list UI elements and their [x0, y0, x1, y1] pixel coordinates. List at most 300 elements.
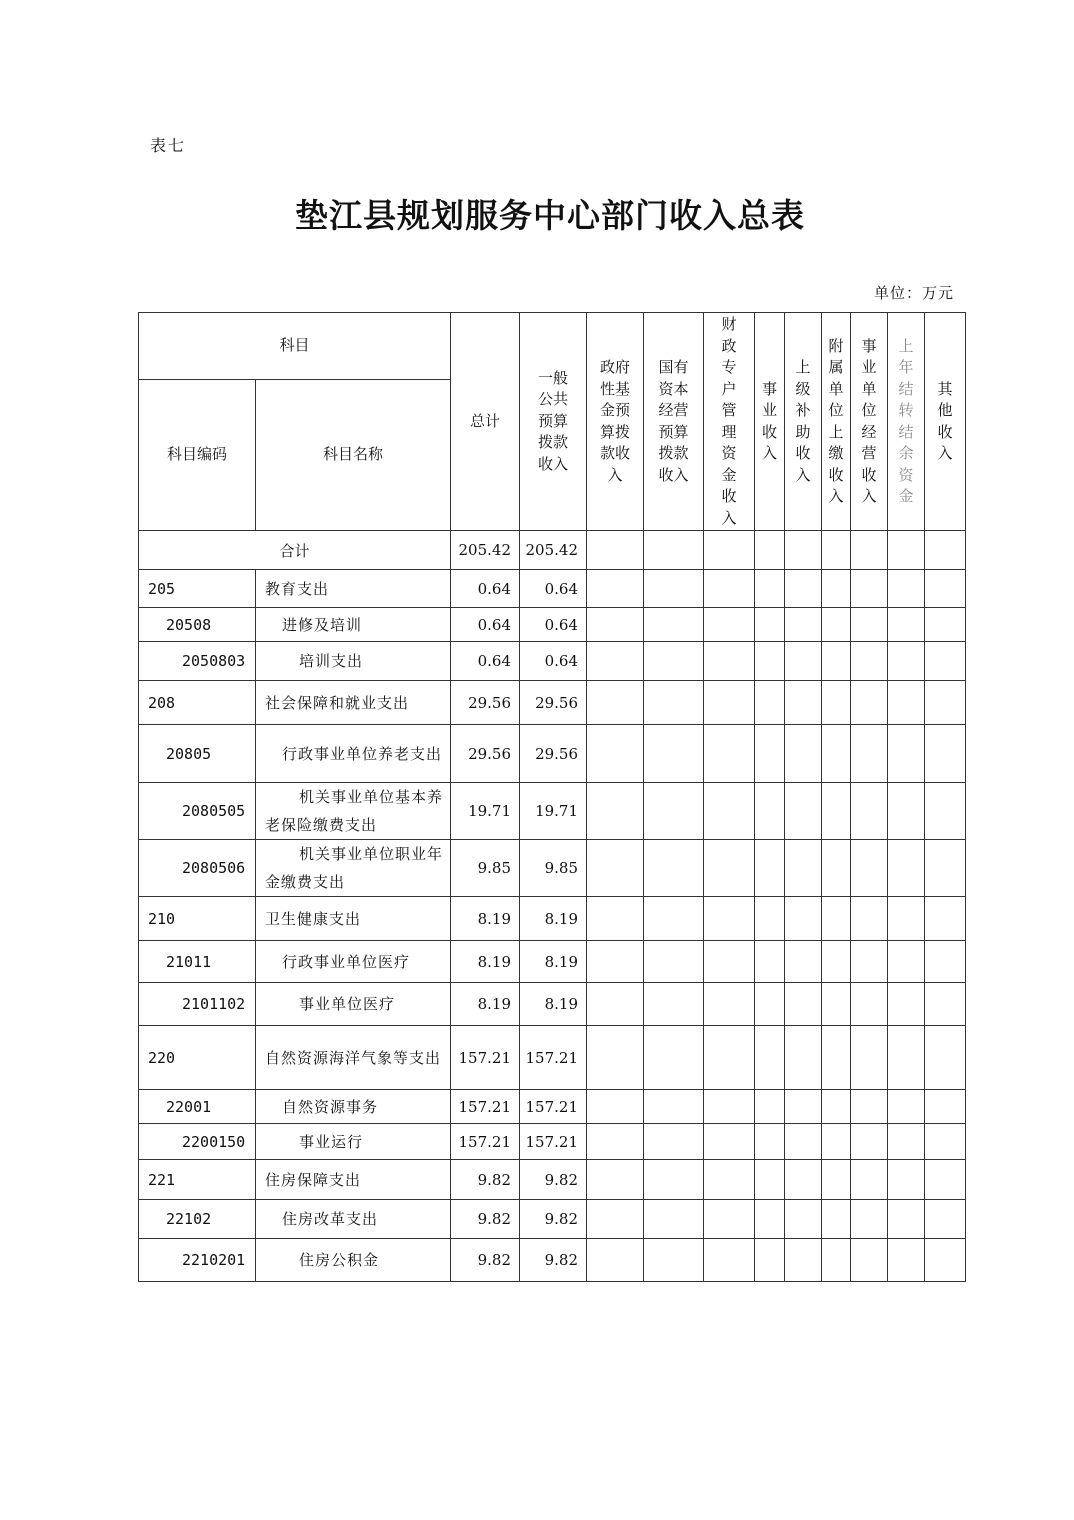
empty-cell — [755, 1026, 785, 1090]
header-line: 经营 — [658, 401, 689, 419]
header-business-income — [755, 313, 785, 531]
empty-cell — [644, 840, 704, 897]
row-general: 9.85 — [520, 840, 587, 897]
empty-cell — [851, 1160, 888, 1200]
header-line: 算拨 — [600, 422, 631, 441]
header-line: 入 — [861, 487, 877, 505]
empty-cell — [785, 725, 822, 783]
header-line: 款收 — [600, 444, 631, 462]
header-name: 科目名称 — [256, 380, 451, 531]
header-line: 入 — [795, 465, 811, 484]
subject-name: 行政事业单位养老支出 — [256, 725, 451, 783]
header-line: 其 — [937, 379, 953, 398]
row-total: 9.82 — [451, 1200, 520, 1239]
row-general: 0.64 — [520, 608, 587, 642]
header-line: 管 — [721, 401, 737, 419]
subject-code: 22001 — [139, 1090, 256, 1124]
empty-cell — [785, 681, 822, 725]
header-line: 入 — [607, 465, 623, 484]
header-line: 上 — [828, 422, 844, 441]
table-row — [139, 1090, 966, 1124]
empty-cell — [587, 725, 644, 783]
header-line: 入 — [762, 444, 778, 462]
empty-cell — [644, 725, 704, 783]
header-other-income — [925, 313, 966, 531]
table-row — [139, 608, 966, 642]
header-line: 收入 — [658, 465, 689, 484]
subject-code: 221 — [139, 1160, 256, 1200]
empty-cell — [587, 608, 644, 642]
empty-cell — [704, 570, 755, 608]
empty-cell — [925, 941, 966, 983]
empty-cell — [822, 1090, 851, 1124]
empty-cell — [822, 1026, 851, 1090]
empty-cell — [888, 1200, 925, 1239]
row-general: 157.21 — [520, 1026, 587, 1090]
header-line: 上 — [795, 358, 811, 376]
subject-code: 210 — [139, 897, 256, 941]
total-label: 合计 — [139, 531, 451, 570]
empty-cell — [785, 642, 822, 681]
table-row — [139, 1124, 966, 1160]
empty-cell — [888, 725, 925, 783]
row-total: 29.56 — [451, 725, 520, 783]
row-total: 8.19 — [451, 897, 520, 941]
header-gov-fund — [587, 313, 644, 531]
empty-cell — [851, 840, 888, 897]
empty-cell — [587, 1124, 644, 1160]
total-amount: 205.42 — [451, 531, 520, 570]
subject-name: 自然资源海洋气象等支出 — [256, 1026, 451, 1090]
empty-cell — [587, 840, 644, 897]
empty-cell — [851, 897, 888, 941]
header-line: 金预 — [600, 401, 631, 419]
subject-name: 培训支出 — [256, 642, 451, 681]
empty-cell — [851, 681, 888, 725]
empty-cell — [925, 1239, 966, 1282]
empty-cell — [888, 840, 925, 897]
empty-cell — [644, 681, 704, 725]
table-row — [139, 941, 966, 983]
empty-cell — [888, 1160, 925, 1200]
empty-cell — [888, 783, 925, 840]
empty-cell — [888, 608, 925, 642]
row-general: 8.19 — [520, 941, 587, 983]
empty-cell — [822, 608, 851, 642]
subject-code: 2210201 — [139, 1239, 256, 1282]
empty-cell — [704, 725, 755, 783]
subject-code: 2050803 — [139, 642, 256, 681]
empty-cell — [925, 725, 966, 783]
empty-cell — [785, 897, 822, 941]
subject-name: 住房公积金 — [256, 1239, 451, 1282]
empty-cell — [785, 1200, 822, 1239]
empty-cell — [785, 1026, 822, 1090]
subject-name: 住房改革支出 — [256, 1200, 451, 1239]
empty-cell — [785, 1124, 822, 1160]
empty-cell — [785, 840, 822, 897]
header-line: 结 — [898, 379, 914, 398]
row-total: 157.21 — [451, 1026, 520, 1090]
empty-cell — [587, 1026, 644, 1090]
empty-cell — [925, 1026, 966, 1090]
row-total: 8.19 — [451, 983, 520, 1026]
empty-cell — [822, 1200, 851, 1239]
header-line: 入 — [828, 487, 844, 505]
header-line: 政 — [721, 336, 737, 355]
header-superior-subsidy — [785, 313, 822, 531]
header-line: 年 — [898, 358, 914, 376]
empty-cell — [888, 983, 925, 1026]
header-carryover — [888, 313, 925, 531]
empty-cell — [644, 642, 704, 681]
empty-cell — [851, 608, 888, 642]
empty-cell — [822, 897, 851, 941]
empty-cell — [785, 941, 822, 983]
empty-cell — [925, 1160, 966, 1200]
empty-cell — [704, 897, 755, 941]
header-line: 金 — [721, 465, 737, 484]
table-body — [139, 570, 966, 1282]
table-row — [139, 1160, 966, 1200]
table-row — [139, 1026, 966, 1090]
empty-cell — [851, 725, 888, 783]
empty-cell — [644, 941, 704, 983]
empty-cell — [755, 840, 785, 897]
row-general: 8.19 — [520, 897, 587, 941]
empty-cell — [644, 1160, 704, 1200]
header-line: 专 — [721, 358, 737, 376]
header-affiliated-income — [822, 313, 851, 531]
empty-cell — [755, 1160, 785, 1200]
empty-cell — [822, 840, 851, 897]
empty-cell — [755, 897, 785, 941]
empty-cell — [822, 783, 851, 840]
empty-cell — [755, 1124, 785, 1160]
empty-cell — [785, 1160, 822, 1200]
empty-cell — [587, 642, 644, 681]
table-row — [139, 1200, 966, 1239]
empty-cell — [851, 570, 888, 608]
empty-cell — [925, 840, 966, 897]
empty-cell — [704, 1160, 755, 1200]
header-line: 收入 — [538, 454, 569, 473]
empty-cell — [755, 642, 785, 681]
empty-cell — [851, 783, 888, 840]
empty-cell — [755, 608, 785, 642]
table-row — [139, 783, 966, 840]
empty-cell — [704, 1026, 755, 1090]
header-state-capital — [644, 313, 704, 531]
empty-cell — [587, 783, 644, 840]
subject-code: 220 — [139, 1026, 256, 1090]
empty-cell — [851, 1124, 888, 1160]
empty-cell — [822, 725, 851, 783]
header-line: 预算 — [658, 422, 689, 441]
table-row — [139, 1239, 966, 1282]
empty-cell — [755, 783, 785, 840]
header-line: 单 — [828, 379, 844, 398]
empty-cell — [888, 1239, 925, 1282]
empty-cell — [704, 783, 755, 840]
header-line: 收 — [828, 465, 844, 484]
header-line: 上 — [898, 336, 914, 355]
table-row — [139, 681, 966, 725]
header-row-1 — [139, 313, 966, 380]
header-line: 位 — [828, 401, 844, 419]
header-line: 结 — [898, 422, 914, 441]
row-total: 157.21 — [451, 1124, 520, 1160]
row-total: 19.71 — [451, 783, 520, 840]
header-line: 单 — [861, 379, 877, 398]
subject-name: 卫生健康支出 — [256, 897, 451, 941]
empty-cell — [587, 941, 644, 983]
empty-cell — [925, 570, 966, 608]
empty-cell — [755, 681, 785, 725]
row-total: 0.64 — [451, 642, 520, 681]
header-line: 资 — [721, 444, 737, 462]
empty-cell — [704, 941, 755, 983]
empty-cell — [644, 783, 704, 840]
empty-cell — [704, 642, 755, 681]
empty-cell — [755, 983, 785, 1026]
empty-cell — [888, 570, 925, 608]
subject-name: 机关事业单位基本养老保险缴费支出 — [256, 783, 451, 840]
header-line: 性基 — [600, 379, 631, 398]
empty-cell — [851, 1090, 888, 1124]
empty-cell — [785, 983, 822, 1026]
empty-cell — [587, 570, 644, 608]
empty-cell — [822, 1160, 851, 1200]
header-line: 公共 — [538, 390, 569, 409]
empty-cell — [851, 1200, 888, 1239]
header-line: 助 — [795, 422, 811, 441]
empty-cell — [925, 608, 966, 642]
header-line: 收 — [762, 422, 778, 441]
empty-cell — [851, 983, 888, 1026]
empty-cell — [587, 897, 644, 941]
header-line: 位 — [861, 401, 877, 419]
subject-name: 事业运行 — [256, 1124, 451, 1160]
empty-cell — [925, 783, 966, 840]
header-line: 金 — [898, 487, 914, 505]
empty-cell — [644, 1124, 704, 1160]
header-operating-income — [851, 313, 888, 531]
table-number: 表七 — [150, 136, 187, 155]
empty-cell — [888, 1090, 925, 1124]
header-line: 余 — [898, 444, 914, 462]
empty-cell — [644, 983, 704, 1026]
header-line: 入 — [721, 508, 737, 527]
empty-cell — [925, 897, 966, 941]
empty-cell — [587, 1239, 644, 1282]
empty-cell — [755, 725, 785, 783]
table-row — [139, 570, 966, 608]
header-line: 收 — [861, 465, 877, 484]
empty-cell — [587, 1160, 644, 1200]
table-row — [139, 642, 966, 681]
header-line: 业 — [861, 358, 877, 376]
empty-cell — [888, 681, 925, 725]
header-line: 收 — [795, 444, 811, 462]
header-line: 资 — [898, 465, 914, 484]
empty-cell — [755, 570, 785, 608]
empty-cell — [851, 941, 888, 983]
subject-code: 2080506 — [139, 840, 256, 897]
header-line: 拨款 — [658, 444, 689, 462]
table-row — [139, 725, 966, 783]
income-summary-table — [138, 312, 966, 1282]
row-general: 19.71 — [520, 783, 587, 840]
empty-cell — [704, 840, 755, 897]
document-title: 垫江县规划服务中心部门收入总表 — [295, 196, 805, 235]
subject-name: 行政事业单位医疗 — [256, 941, 451, 983]
subject-name: 教育支出 — [256, 570, 451, 608]
empty-cell — [822, 1124, 851, 1160]
empty-cell — [851, 642, 888, 681]
empty-cell — [822, 1239, 851, 1282]
empty-cell — [587, 1090, 644, 1124]
subject-code: 2200150 — [139, 1124, 256, 1160]
empty-cell — [822, 570, 851, 608]
empty-cell — [851, 1026, 888, 1090]
header-line: 财 — [721, 315, 737, 333]
empty-cell — [785, 570, 822, 608]
empty-cell — [755, 1200, 785, 1239]
empty-cell — [822, 681, 851, 725]
row-total: 9.85 — [451, 840, 520, 897]
header-line: 收 — [937, 422, 953, 441]
header-line: 预算 — [538, 411, 569, 430]
header-line: 经 — [861, 422, 877, 441]
header-code: 科目编码 — [139, 380, 256, 531]
row-general: 9.82 — [520, 1239, 587, 1282]
empty-cell — [925, 1090, 966, 1124]
header-line: 他 — [937, 401, 953, 419]
header-line: 事 — [762, 379, 778, 398]
empty-cell — [888, 642, 925, 681]
empty-cell — [587, 983, 644, 1026]
header-line: 营 — [861, 444, 877, 462]
unit-label: 单位：万元 — [874, 284, 955, 302]
empty-cell — [587, 681, 644, 725]
empty-cell — [644, 1090, 704, 1124]
header-line: 一般 — [538, 368, 569, 387]
subject-name: 住房保障支出 — [256, 1160, 451, 1200]
empty-cell — [644, 608, 704, 642]
subject-code: 20508 — [139, 608, 256, 642]
header-line: 收 — [721, 487, 737, 505]
empty-cell — [888, 1124, 925, 1160]
empty-cell — [644, 897, 704, 941]
empty-cell — [822, 642, 851, 681]
empty-cell — [785, 783, 822, 840]
header-line: 属 — [828, 358, 844, 376]
header-line: 补 — [795, 401, 811, 419]
row-total: 9.82 — [451, 1239, 520, 1282]
header-line: 级 — [795, 379, 811, 398]
row-general: 157.21 — [520, 1124, 587, 1160]
subject-code: 208 — [139, 681, 256, 725]
empty-cell — [925, 642, 966, 681]
header-subject: 科目 — [139, 313, 451, 380]
subject-code: 205 — [139, 570, 256, 608]
subject-code: 21011 — [139, 941, 256, 983]
row-general: 0.64 — [520, 642, 587, 681]
header-line: 拨款 — [538, 433, 569, 452]
empty-cell — [785, 1239, 822, 1282]
empty-cell — [644, 570, 704, 608]
header-line: 户 — [721, 379, 737, 398]
row-total: 29.56 — [451, 681, 520, 725]
header-general-budget — [520, 313, 587, 531]
empty-cell — [704, 1124, 755, 1160]
table-row — [139, 897, 966, 941]
header-line: 缴 — [828, 444, 844, 462]
empty-cell — [704, 983, 755, 1026]
subject-name: 自然资源事务 — [256, 1090, 451, 1124]
row-general: 29.56 — [520, 681, 587, 725]
row-general: 9.82 — [520, 1200, 587, 1239]
empty-cell — [925, 1200, 966, 1239]
header-total: 总计 — [451, 313, 520, 531]
subject-code: 20805 — [139, 725, 256, 783]
header-line: 附 — [828, 336, 844, 355]
empty-cell — [644, 1200, 704, 1239]
empty-cell — [704, 608, 755, 642]
empty-cell — [704, 1239, 755, 1282]
empty-cell — [925, 681, 966, 725]
subject-code: 2080505 — [139, 783, 256, 840]
empty-cell — [822, 983, 851, 1026]
subject-name: 机关事业单位职业年金缴费支出 — [256, 840, 451, 897]
empty-cell — [644, 1026, 704, 1090]
empty-cell — [704, 1090, 755, 1124]
row-total: 8.19 — [451, 941, 520, 983]
table-row — [139, 983, 966, 1026]
empty-cell — [925, 1124, 966, 1160]
row-general: 29.56 — [520, 725, 587, 783]
subject-name: 进修及培训 — [256, 608, 451, 642]
row-general: 8.19 — [520, 983, 587, 1026]
row-general: 0.64 — [520, 570, 587, 608]
row-total: 157.21 — [451, 1090, 520, 1124]
empty-cell — [704, 1200, 755, 1239]
row-total: 0.64 — [451, 570, 520, 608]
empty-cell — [822, 941, 851, 983]
subject-code: 22102 — [139, 1200, 256, 1239]
total-general: 205.42 — [520, 531, 587, 570]
subject-name: 社会保障和就业支出 — [256, 681, 451, 725]
empty-cell — [644, 1239, 704, 1282]
total-row — [139, 531, 966, 570]
empty-cell — [888, 1026, 925, 1090]
empty-cell — [704, 681, 755, 725]
header-line: 入 — [937, 444, 953, 462]
subject-name: 事业单位医疗 — [256, 983, 451, 1026]
header-special-account — [704, 313, 755, 531]
empty-cell — [851, 1239, 888, 1282]
table-row — [139, 840, 966, 897]
subject-code: 2101102 — [139, 983, 256, 1026]
header-line: 业 — [762, 401, 778, 419]
empty-cell — [587, 1200, 644, 1239]
empty-cell — [785, 608, 822, 642]
header-line: 转 — [898, 401, 914, 419]
header-line: 国有 — [658, 358, 689, 376]
header-line: 资本 — [658, 379, 689, 398]
header-line: 理 — [721, 422, 737, 441]
